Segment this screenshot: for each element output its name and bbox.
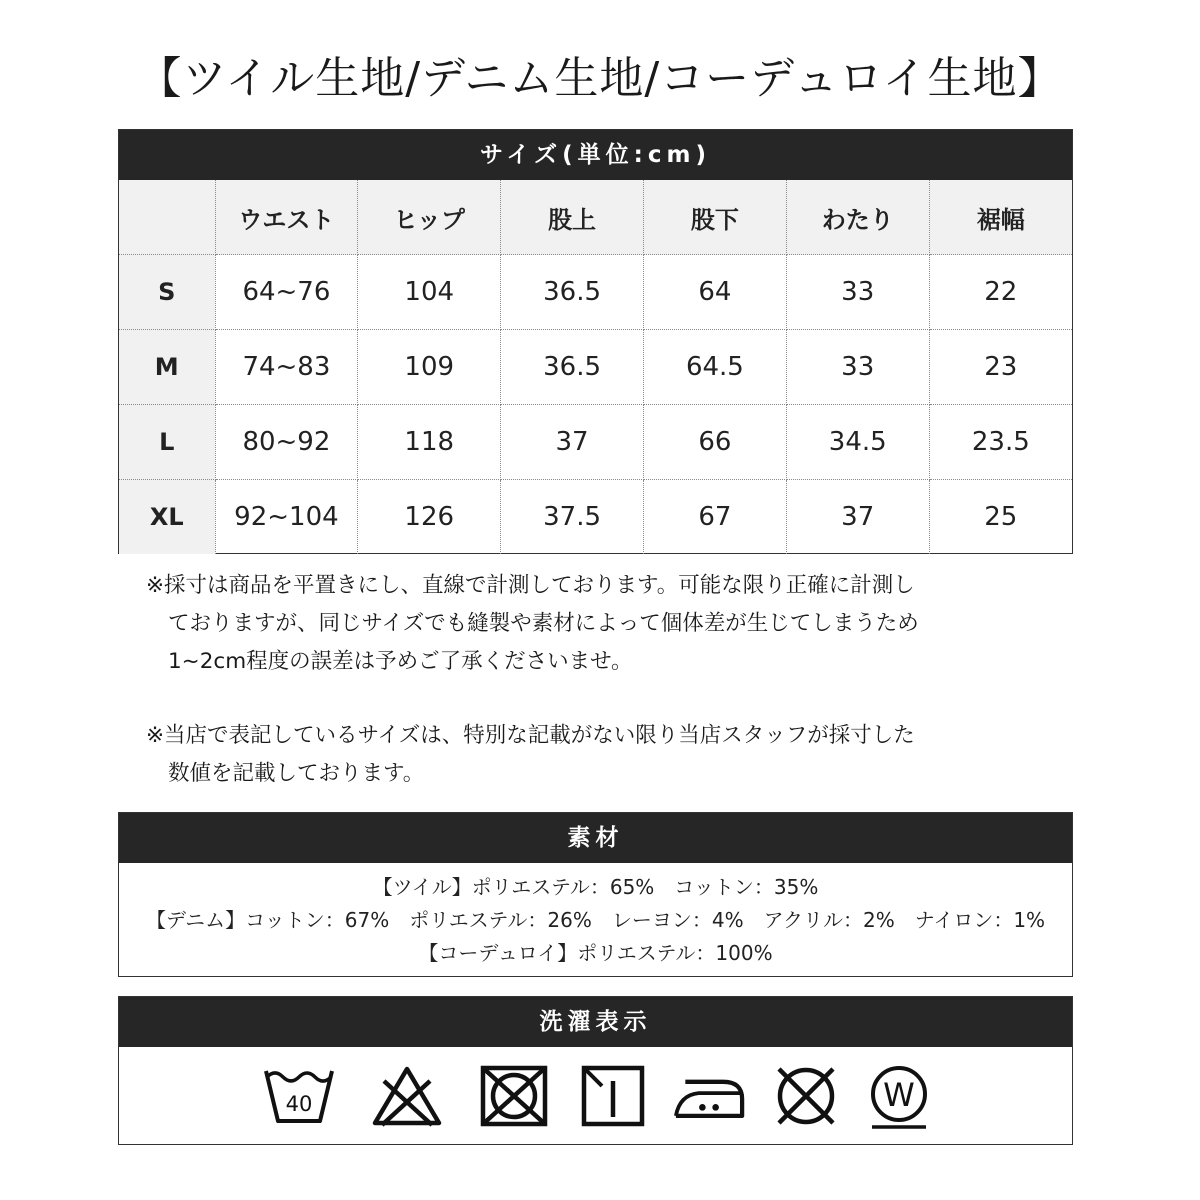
wash-temp-label: 40 (285, 1092, 313, 1116)
material-panel (118, 812, 1073, 977)
material-header: 素材 (119, 813, 1072, 863)
note-line: ※当店で表記しているサイズは、特別な記載がない限り当店スタッフが採寸した (146, 723, 915, 748)
column-header-rise: 股上 (501, 180, 644, 255)
table-cell: 92~104 (215, 480, 358, 555)
note-line: ておりますが、同じサイズでも縫製や素材によって個体差が生じてしまうため (168, 611, 919, 636)
table-cell: 64.5 (643, 330, 786, 405)
table-cell: 37 (786, 480, 929, 555)
care-header: 洗濯表示 (119, 997, 1072, 1047)
wet-clean-letter: W (883, 1076, 915, 1114)
row-header-size: L (119, 405, 215, 480)
table-cell: 109 (358, 330, 501, 405)
table-cell: 66 (643, 405, 786, 480)
row-header-size: M (119, 330, 215, 405)
note-line: ※採寸は商品を平置きにし、直線で計測しております。可能な限り正確に計測し (146, 573, 915, 598)
row-header-size: S (119, 255, 215, 330)
table-cell: 80~92 (215, 405, 358, 480)
table-cell: 36.5 (501, 330, 644, 405)
table-cell: 23 (929, 330, 1072, 405)
table-cell: 37.5 (501, 480, 644, 555)
column-header-hem-width: 裾幅 (929, 180, 1072, 255)
column-header-waist: ウエスト (215, 180, 358, 255)
table-cell: 104 (358, 255, 501, 330)
measurement-note (146, 567, 1046, 681)
size-table (119, 180, 1072, 554)
no-dry-clean-icon (771, 1065, 841, 1127)
wash-40-tub-icon (264, 1065, 334, 1127)
care-icons (119, 1047, 1072, 1145)
row-header-size: XL (119, 480, 215, 555)
iron-low-icon (674, 1065, 744, 1127)
table-cell: 37 (501, 405, 644, 480)
material-line-corduroy: 【コーデュロイ】ポリエステル：100% (418, 941, 773, 965)
table-cell: 118 (358, 405, 501, 480)
size-table-panel (118, 129, 1073, 554)
no-tumble-dry-icon (479, 1065, 549, 1127)
table-cell: 36.5 (501, 255, 644, 330)
table-row (119, 330, 1072, 405)
table-cell: 34.5 (786, 405, 929, 480)
size-table-column-headers (119, 180, 1072, 255)
table-cell: 67 (643, 480, 786, 555)
line-dry-shade-icon (580, 1065, 650, 1127)
table-row (119, 405, 1072, 480)
column-header-inseam: 股下 (643, 180, 786, 255)
column-header-thigh: わたり (786, 180, 929, 255)
table-cell: 64~76 (215, 255, 358, 330)
table-row (119, 480, 1072, 555)
material-line-twill: 【ツイル】ポリエステル：65% コットン：35% (372, 875, 819, 899)
table-cell: 22 (929, 255, 1072, 330)
table-cell: 23.5 (929, 405, 1072, 480)
table-row (119, 255, 1072, 330)
table-corner-cell (119, 180, 215, 255)
table-cell: 64 (643, 255, 786, 330)
table-cell: 33 (786, 255, 929, 330)
note-line: 数値を記載しております。 (168, 761, 425, 786)
table-cell: 126 (358, 480, 501, 555)
table-cell: 74~83 (215, 330, 358, 405)
page-title: 【ツイル生地/デニム生地/コーデュロイ生地】 (137, 53, 1063, 104)
size-source-note (146, 717, 1046, 793)
table-cell: 33 (786, 330, 929, 405)
no-bleach-icon (372, 1065, 442, 1127)
size-table-header: サイズ(単位:cm) (119, 130, 1072, 180)
care-panel (118, 996, 1073, 1145)
material-line-denim: 【デニム】コットン：67% ポリエステル：26% レーヨン：4% アクリル：2% ナイロン：1% (145, 908, 1046, 932)
column-header-hip: ヒップ (358, 180, 501, 255)
wet-clean-icon (864, 1065, 934, 1127)
note-line: 1~2cm程度の誤差は予めご了承くださいませ。 (168, 649, 633, 674)
table-cell: 25 (929, 480, 1072, 555)
